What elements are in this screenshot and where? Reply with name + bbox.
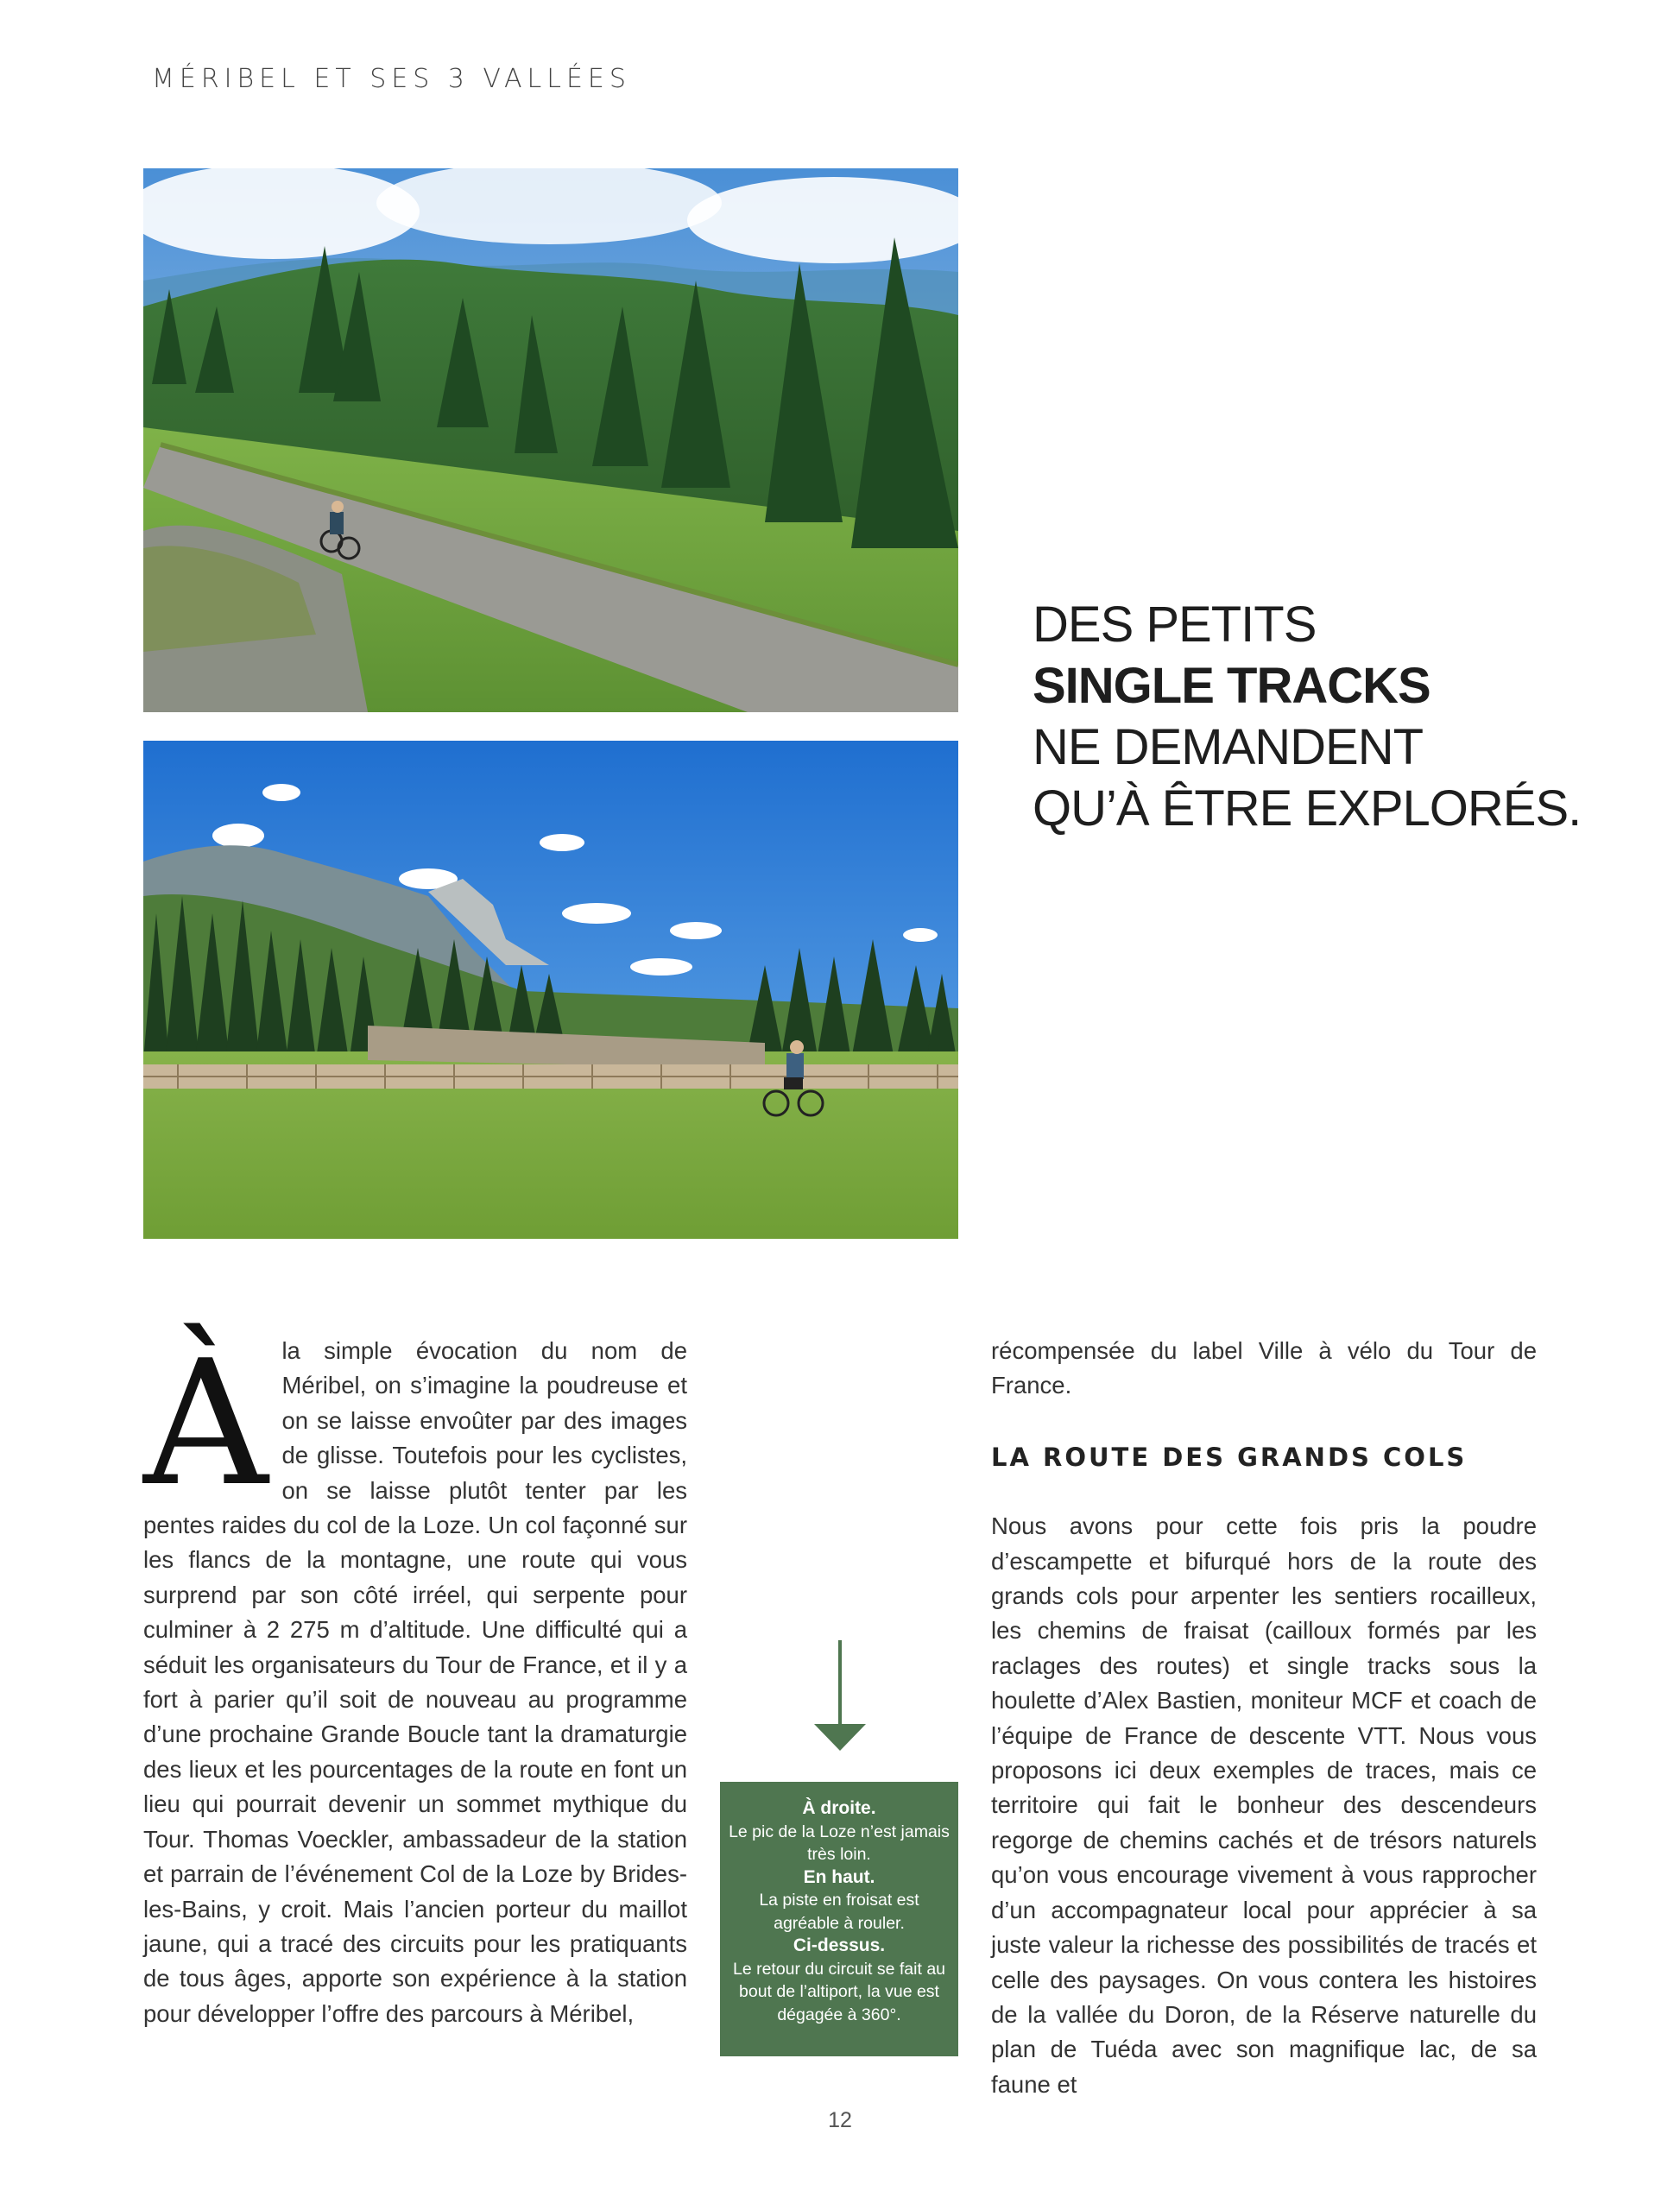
caption-text-right: Le pic de la Loze n’est jamais très loin. bbox=[729, 1822, 950, 1864]
caption-heading-above: Ci-dessus. bbox=[793, 1935, 886, 1955]
caption-text-above: Le retour du circuit se fait au bout de l’altiport, la vue est dégagée à 360°. bbox=[732, 1959, 946, 2024]
caption-heading-right: À droite. bbox=[802, 1798, 876, 1818]
article-column-left bbox=[143, 1323, 687, 2031]
drop-cap: À bbox=[143, 1323, 268, 1525]
page-number: 12 bbox=[828, 2108, 852, 2132]
caption-heading-top: En haut. bbox=[803, 1866, 875, 1887]
running-header: MÉRIBEL ET SES 3 VALLÉES bbox=[152, 64, 631, 94]
pull-quote-line-3: NE DEMANDENT bbox=[1033, 719, 1424, 775]
photo-gravel-road-cyclist bbox=[143, 168, 958, 712]
pull-quote bbox=[1033, 594, 1582, 839]
photo-caption-box bbox=[720, 1782, 958, 2056]
pull-quote-line-4: QU’À ÊTRE EXPLORÉS. bbox=[1033, 780, 1582, 837]
section-subheading: LA ROUTE DES GRANDS COLS bbox=[991, 1442, 1468, 1472]
article-body-right-main: Nous avons pour cette fois pris la poudre d’escampette et bifurqué hors de la route des grands cols pour arpenter les sentiers rocailleux, les chemins de fraisat (cailloux formés par les raclages des routes) et single tracks sous la houlette d’Alex Bastien, moniteur MCF et coach de l’équipe de France de descente VTT. Nous vous proposons ici deux exemples de traces, mais ce territoire qui fait le bonheur des descendeurs regorge de chemins cachés et de trésors naturels qu’on vous encourage vivement à vous rapprocher d’un accompagnateur local pour apprécier à sa juste valeur la richesse des possibilités de tracés et celle des paysages. On vous contera les histoires de la vallée du Doron, de la Réserve naturelle du plan de Tuéda avec son magnifique lac, de sa faune et bbox=[991, 1512, 1537, 2098]
arrow-down-icon bbox=[810, 1640, 870, 1752]
pull-quote-line-2: SINGLE TRACKS bbox=[1033, 658, 1431, 714]
article-column-right bbox=[991, 1334, 1537, 2102]
article-body-right-intro: récompensée du label Ville à vélo du Tour de France. bbox=[991, 1337, 1537, 1399]
caption-text-top: La piste en froisat est agréable à rouler. bbox=[759, 1891, 919, 1933]
photo-meadow-cyclist bbox=[143, 741, 958, 1239]
pull-quote-line-1: DES PETITS bbox=[1033, 597, 1317, 653]
article-body-left: la simple évocation du nom de Méribel, on s’imagine la poudreuse et on se laisse envoûter par des images de glisse. Toutefois pour les cyclistes, on se laisse plutôt tenter par les pentes raides du col de la Loze. Un col façonné sur les flancs de la montagne, une route qui vous surprend par son côté irréel, qui serpente pour culminer à 2 275 m d’altitude. Une difficulté qui a séduit les organisateurs du Tour de France, et il y a fort à parier qu’il soit de nouveau au programme d’une prochaine Grande Boucle tant la dramaturgie des lieux et les pourcentages de la route en font un lieu qui pourrait devenir un sommet mythique du Tour. Thomas Voeckler, ambassadeur de la station et parrain de l’événement Col de la Loze by Brides-les-Bains, y croit. Mais l’ancien porteur du maillot jaune, qui a tracé des circuits pour les pratiquants de tous âges, apporte son expérience à la station pour développer l’offre des parcours à Méribel, bbox=[143, 1337, 687, 2027]
